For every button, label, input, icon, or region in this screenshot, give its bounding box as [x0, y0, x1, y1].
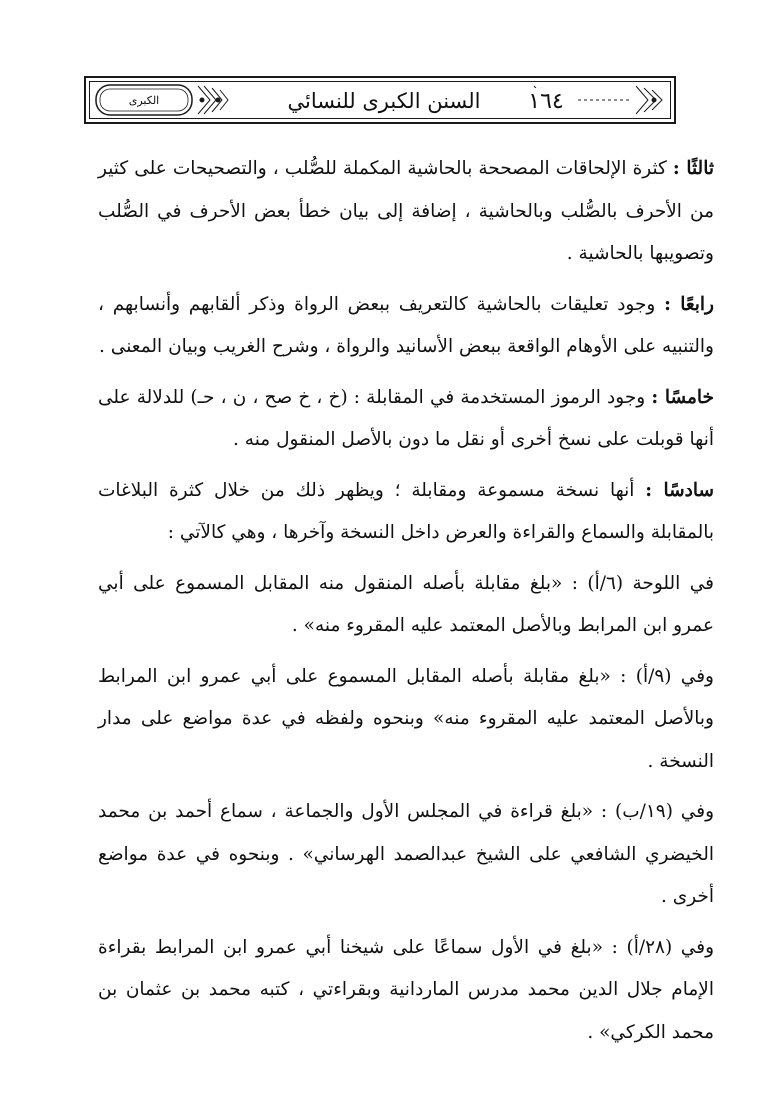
paragraph-text: وفي (١٩/ب) : «بلغ قراءة في المجلس الأول والجماعة ، سماع أحمد بن محمد الخيضري الشافعي على الشيخ عبدالصمد الهرساني» . وبنحوه في عدة مواضع أخرى .: [98, 801, 715, 907]
running-header: [84, 76, 676, 124]
paragraph-fourth: [98, 284, 714, 369]
header-cartouche-text: الكبرى: [128, 94, 160, 107]
paragraph-label: ثالثًا :: [672, 158, 714, 179]
paragraph-text: كثرة الإلحاقات المصححة بالحاشية المكملة للصُّلب ، والتصحيحات على كثير من الأحرف بالصُّلب وبالحاشية ، إضافة إلى بيان خطأ بعض الأحرف في الصُّلب وتصويبها بالحاشية .: [98, 158, 714, 264]
paragraph-text: وفي (٢٨/أ) : «بلغ في الأول سماعًا على شيخنا أبي عمرو ابن المرابط بقراءة الإمام جلال الدين محمد مدرس الماردانية وبقراءتي ، كتبه محمد بن عثمان بن محمد الكركي» .: [98, 936, 715, 1043]
paragraph-text: وجود تعليقات بالحاشية كالتعريف ببعض الرواة وذكر ألقابهم وأنسابهم ، والتنبيه على الأوهام الواقعة ببعض الأسانيد والرواة ، وشرح الغريب وبيان المعنى .: [98, 293, 714, 357]
paragraph-folio-19b: [98, 791, 714, 919]
paragraph-label: سادسًا :: [645, 479, 714, 501]
paragraph-folio-6a: [98, 563, 714, 648]
paragraph-text: وفي (٩/أ) : «بلغ مقابلة بأصله المقابل المسموع على أبي عمرو ابن المرابط وبالأصل المعتمد عليه المقروء منه» وبنحوه ولفظه في عدة مواضع على مدار النسخة .: [98, 665, 714, 772]
paragraph-folio-9a: [98, 656, 714, 784]
page-number: ١٦٤: [514, 88, 578, 116]
paragraph-label: رابعًا :: [664, 293, 714, 315]
paragraph-text: أنها نسخة مسموعة ومقابلة ؛ ويظهر ذلك من خلال كثرة البلاغات بالمقابلة والسماع والقراءة والعرض داخل النسخة وآخرها ، وهي كالآتي :: [98, 479, 714, 543]
page-body: [98, 148, 714, 1062]
paragraph-folio-28a: [98, 927, 714, 1055]
paragraph-sixth: [98, 470, 714, 555]
book-title: السنن الكبرى للنسائي: [287, 89, 481, 113]
paragraph-fifth: [98, 377, 714, 462]
paragraph-third: [98, 148, 714, 276]
paragraph-label: خامسًا :: [651, 386, 714, 408]
paragraph-text: في اللوحة (٦/أ) : «بلغ مقابلة بأصله المنقول منه المقابل المسموع على أبي عمرو ابن المرابط وبالأصل المعتمد عليه المقروء منه» .: [98, 572, 714, 636]
paragraph-text: وجود الرموز المستخدمة في المقابلة : (خ ، خ صح ، ن ، حـ) للدلالة على أنها قوبلت على نسخ أخرى أو نقل ما دون بالأصل المنقول منه .: [98, 386, 714, 450]
